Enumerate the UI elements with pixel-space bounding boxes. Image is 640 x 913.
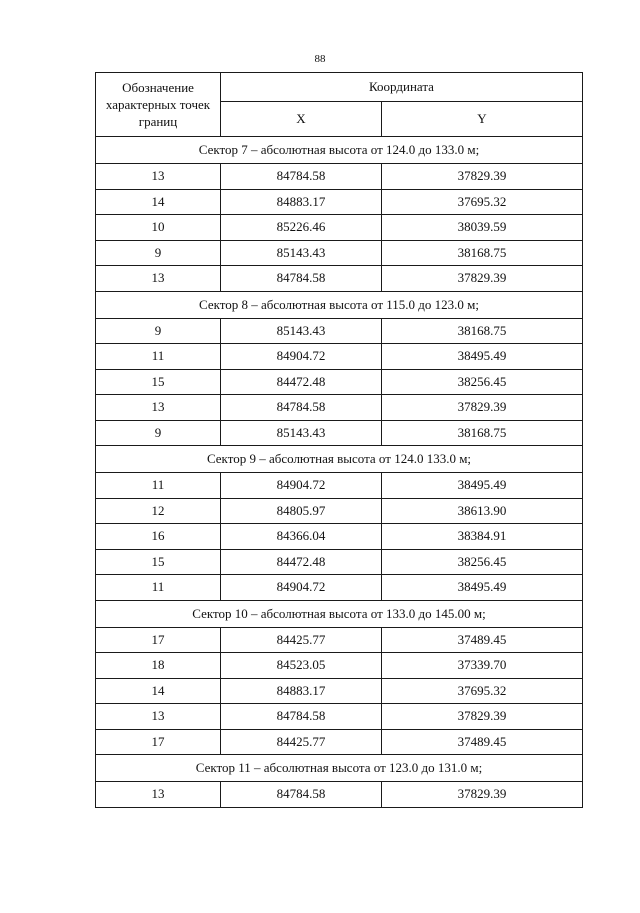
- y-cell: 37489.45: [382, 627, 583, 653]
- table-body: [96, 137, 583, 808]
- y-cell: 37695.32: [382, 678, 583, 704]
- y-cell: 38168.75: [382, 318, 583, 344]
- y-cell: 37695.32: [382, 189, 583, 215]
- point-cell: 16: [96, 524, 221, 550]
- point-cell: 14: [96, 189, 221, 215]
- point-cell: 11: [96, 575, 221, 601]
- designation-header: Обозначение характерных точек границ: [96, 73, 221, 137]
- table-row: [96, 318, 583, 344]
- x-header: X: [221, 102, 382, 137]
- point-cell: 13: [96, 395, 221, 421]
- table-header: [96, 73, 583, 137]
- x-cell: 85226.46: [221, 215, 382, 241]
- point-cell: 9: [96, 240, 221, 266]
- table-row: [96, 653, 583, 679]
- table-row: [96, 369, 583, 395]
- table-row: [96, 395, 583, 421]
- point-cell: 13: [96, 266, 221, 292]
- table-row: [96, 498, 583, 524]
- sector-row: [96, 600, 583, 627]
- x-cell: 84784.58: [221, 395, 382, 421]
- point-cell: 15: [96, 549, 221, 575]
- table-row: [96, 524, 583, 550]
- x-cell: 84904.72: [221, 575, 382, 601]
- y-cell: 38168.75: [382, 420, 583, 446]
- table-row: [96, 704, 583, 730]
- table-row: [96, 344, 583, 370]
- x-cell: 85143.43: [221, 420, 382, 446]
- y-cell: 38495.49: [382, 344, 583, 370]
- y-cell: 37829.39: [382, 266, 583, 292]
- sector-title: Сектор 8 – абсолютная высота от 115.0 до 123.0 м;: [96, 291, 583, 318]
- point-cell: 10: [96, 215, 221, 241]
- table-row: [96, 729, 583, 755]
- point-cell: 17: [96, 729, 221, 755]
- x-cell: 84883.17: [221, 678, 382, 704]
- point-cell: 14: [96, 678, 221, 704]
- x-cell: 84784.58: [221, 164, 382, 190]
- table-row: [96, 575, 583, 601]
- x-cell: 84784.58: [221, 266, 382, 292]
- point-cell: 15: [96, 369, 221, 395]
- coordinates-table: [95, 72, 583, 808]
- x-cell: 84472.48: [221, 369, 382, 395]
- x-cell: 84425.77: [221, 627, 382, 653]
- point-cell: 17: [96, 627, 221, 653]
- x-cell: 84784.58: [221, 704, 382, 730]
- table-row: [96, 215, 583, 241]
- table-row: [96, 782, 583, 808]
- x-cell: 84784.58: [221, 782, 382, 808]
- x-cell: 85143.43: [221, 318, 382, 344]
- sector-row: [96, 446, 583, 473]
- sector-row: [96, 755, 583, 782]
- table-row: [96, 473, 583, 499]
- y-cell: 38495.49: [382, 575, 583, 601]
- x-cell: 85143.43: [221, 240, 382, 266]
- y-cell: 38256.45: [382, 549, 583, 575]
- point-cell: 9: [96, 420, 221, 446]
- y-cell: 37829.39: [382, 395, 583, 421]
- table-row: [96, 266, 583, 292]
- y-cell: 37489.45: [382, 729, 583, 755]
- point-cell: 9: [96, 318, 221, 344]
- x-cell: 84805.97: [221, 498, 382, 524]
- y-cell: 38168.75: [382, 240, 583, 266]
- y-cell: 37829.39: [382, 704, 583, 730]
- point-cell: 11: [96, 344, 221, 370]
- x-cell: 84472.48: [221, 549, 382, 575]
- y-header: Y: [382, 102, 583, 137]
- table-row: [96, 549, 583, 575]
- sector-row: [96, 137, 583, 164]
- x-cell: 84366.04: [221, 524, 382, 550]
- y-cell: 38256.45: [382, 369, 583, 395]
- table-row: [96, 189, 583, 215]
- page-number: 88: [314, 53, 326, 65]
- sector-title: Сектор 7 – абсолютная высота от 124.0 до 133.0 м;: [96, 137, 583, 164]
- sector-title: Сектор 10 – абсолютная высота от 133.0 до 145.00 м;: [96, 600, 583, 627]
- y-cell: 38613.90: [382, 498, 583, 524]
- table-row: [96, 164, 583, 190]
- coordinate-header: Координата: [221, 73, 583, 102]
- y-cell: 37339.70: [382, 653, 583, 679]
- point-cell: 13: [96, 704, 221, 730]
- table-row: [96, 678, 583, 704]
- y-cell: 37829.39: [382, 782, 583, 808]
- y-cell: 37829.39: [382, 164, 583, 190]
- sector-row: [96, 291, 583, 318]
- x-cell: 84425.77: [221, 729, 382, 755]
- y-cell: 38039.59: [382, 215, 583, 241]
- point-cell: 12: [96, 498, 221, 524]
- x-cell: 84904.72: [221, 473, 382, 499]
- x-cell: 84523.05: [221, 653, 382, 679]
- point-cell: 18: [96, 653, 221, 679]
- x-cell: 84904.72: [221, 344, 382, 370]
- y-cell: 38495.49: [382, 473, 583, 499]
- point-cell: 13: [96, 164, 221, 190]
- point-cell: 11: [96, 473, 221, 499]
- table-row: [96, 627, 583, 653]
- point-cell: 13: [96, 782, 221, 808]
- sector-title: Сектор 11 – абсолютная высота от 123.0 до 131.0 м;: [96, 755, 583, 782]
- y-cell: 38384.91: [382, 524, 583, 550]
- table-row: [96, 240, 583, 266]
- table-row: [96, 420, 583, 446]
- sector-title: Сектор 9 – абсолютная высота от 124.0 133.0 м;: [96, 446, 583, 473]
- x-cell: 84883.17: [221, 189, 382, 215]
